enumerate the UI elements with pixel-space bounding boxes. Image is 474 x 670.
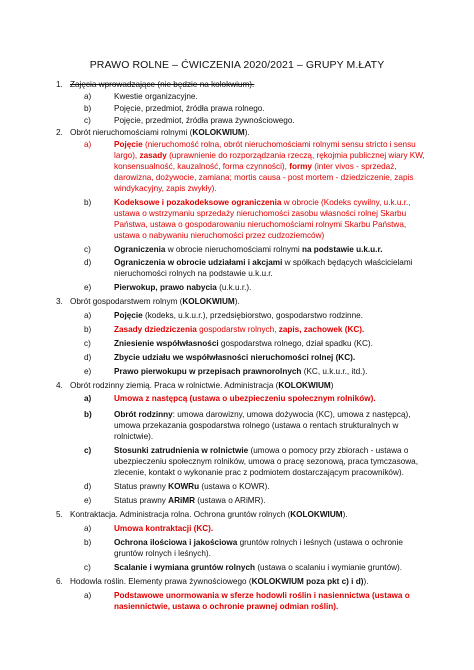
section-5 [56,510,450,520]
item-bold: Ograniczenia [114,245,166,254]
section-number: 4. [56,381,63,390]
item-rest: konsensualność, kauzalność, forma czynności), [114,162,290,171]
item-bold: Pojęcie [114,311,143,320]
item-bold: Scalanie i wymiana gruntów rolnych [114,563,256,572]
item-text: Umowa z następcą (ustawa o ubezpieczeniu społecznym rolników). [114,394,376,403]
item-text [114,367,446,377]
item-rest: largo), [114,151,140,160]
item-text [114,339,446,349]
item-letter: a) [84,591,92,600]
item-rest: (nieruchomość rolna, obrót nieruchomościami rolnymi sensu stricto i sensu [142,140,416,149]
item-letter: b) [84,104,92,113]
item-rest: Status prawny [114,496,169,505]
item-text [114,258,446,268]
item-rest: (ustawa o KOWR). [199,482,270,491]
item-rest: gospodarstwa rolnego, dział spadku (KC). [218,339,373,348]
item-bold: Stosunki zatrudnienia w rolnictwie [114,446,249,455]
item-text [114,446,446,456]
item-bold: formy [289,162,312,171]
item-text: gruntów rolnych i leśnych). [114,549,211,558]
item-text [114,538,446,548]
item-bold: Prawo pierwokupu w przepisach prawnorolnych [114,367,302,376]
section-heading-end: ). [363,577,369,586]
item-text: Pojęcie, przedmiot, źródła prawa rolnego. [114,104,265,113]
item-bold: Ochrona ilościowa i jakościowa [114,538,238,547]
item-text: zlecenie, kontakt o wykonanie prac z podmiotem dostarczającym pracowników). [114,468,404,477]
document-title: PRAWO ROLNE – ĆWICZENIA 2020/2021 – GRUPY M.ŁATY [89,59,385,71]
item-rest: (inter vivos - sprzedaż, [311,162,397,171]
item-letter: c) [84,245,91,254]
item-bold: na podstawie u.k.u.r. [301,245,383,254]
item-text: rolnictwie). [114,432,154,441]
item-bold: Kodeksowe i pozakodeksowe ograniczenia [114,198,282,207]
section-heading-end: ). [234,297,240,306]
item-rest: (u.k.u.r.). [216,283,252,292]
item-text [114,245,446,255]
item-letter: e) [84,496,92,505]
item-letter: a) [84,140,92,149]
section-heading-end: ). [244,128,250,137]
item-bold: Pojęcie [114,140,143,149]
item-rest: (uprawnienie do rozporządzania rzeczą, rękojmia publicznej wiary KW, [166,151,425,160]
section-6 [56,577,450,587]
item-letter: b) [84,538,92,547]
item-letter: d) [84,258,92,267]
item-bold: Zbycie udziału we współwłasności nieruchomości rolnej (KC). [114,353,356,362]
section-number: 3. [56,297,63,306]
item-text: windykacyjny, zapis zwykły). [114,184,217,193]
item-letter: a) [84,394,92,403]
item-text: ustawa o nabywaniu nieruchomości przez cudzoziemców) [114,231,325,240]
item-text: Kwestie organizacyjne. [114,92,198,101]
item-letter: c) [84,446,92,455]
item-text: darowizna, dożywocie, zamiana; mortis causa - post mortem - dziedziczenie, zapis [114,173,414,182]
item-letter: c) [84,339,91,348]
section-heading: Zajęcia wprowadzające (nie będzie na kolokwium). [70,80,255,89]
item-text [114,496,446,506]
item-bold: Zniesienie współwłasności [114,339,219,348]
item-letter: b) [84,198,92,207]
item-text: nasiennictwie, ustawa o ochronie prawnej odmian roślin). [114,602,339,611]
item-bold: Obrót rodzinny [114,410,173,419]
section-heading-bold: KOLOKWIUM poza pkt c) i d) [251,577,364,586]
section-1 [56,80,450,90]
section-heading-bold: KOLOKWIUM [182,297,235,306]
item-text: Umowa kontraktacji (KC). [114,524,214,533]
item-bold: Ograniczenia w obrocie udziałami i akcjami [114,258,283,267]
section-4 [56,381,450,391]
item-letter: a) [84,524,92,533]
section-2 [56,128,450,138]
section-number: 6. [56,577,63,586]
section-heading: Obrót rodzinny ziemią. Praca w rolnictwie. Administracja ( [70,381,279,390]
section-number: 5. [56,510,63,519]
item-letter: a) [84,92,92,101]
item-text [114,410,446,420]
item-text [114,311,446,321]
item-letter: e) [84,367,92,376]
item-text: Pojęcie, przedmiot, źródła prawa żywnościowego. [114,116,295,125]
item-text: ubezpieczeniu społecznym rolników, umowa o pracę sezonową, praca tymczasowa, [114,457,418,466]
item-letter: d) [84,482,92,491]
section-heading-bold: KOLOKWIUM [278,381,331,390]
item-bold: ARiMR [168,496,195,505]
item-text [114,325,446,335]
section-heading: Kontraktacja. Administracja rolna. Ochrona gruntów rolnych ( [70,510,291,519]
item-rest: Status prawny [114,482,169,491]
item-letter: e) [84,283,92,292]
item-text: umowa przekazania gospodarstwa rolnego (ustawa o rentach strukturalnych w [114,421,399,430]
item-text: Państwa, ustawa o gospodarowaniu nieruchomościami rolnymi Skarbu Państwa, [114,220,407,229]
section-heading-bold: KOLOKWIUM [290,510,343,519]
item-rest: gruntów rolnych i leśnych (ustawa o ochronie [237,538,403,547]
item-text [114,353,446,363]
item-text [114,482,446,492]
item-bold: Pierwokup, prawo nabycia [114,283,217,292]
item-rest: (umowa o pomocy przy zbiorach - ustawa o [248,446,409,455]
section-heading: Obrót nieruchomościami rolnymi ( [70,128,193,137]
item-text [114,198,446,208]
item-letter: c) [84,116,91,125]
item-bold: Zasady dziedziczenia [114,325,197,334]
section-number: 2. [56,128,63,137]
item-rest: (kodeks, u.k.u.r.), przedsiębiorstwo, gospodarstwo rodzinne. [142,311,363,320]
item-rest: (ustawa o ARiMR). [195,496,266,505]
item-letter: c) [84,563,91,572]
item-bold: zapis, zachowek (KC). [278,325,365,334]
item-text: Podstawowe unormowania w sferze hodowli roślin i nasiennictwa (ustawa o [114,591,410,600]
item-text [114,162,446,172]
item-letter: b) [84,410,92,419]
item-text: nieruchomości rolnych na podstawie u.k.u.r. [114,269,273,278]
section-heading-end: ) [330,381,334,390]
item-text [114,140,446,150]
item-rest: w spółkach będących właścicielami [282,258,413,267]
section-number: 1. [56,80,63,89]
section-heading: Hodowla roślin. Elementy prawa żywnościowego ( [70,577,252,586]
item-rest: w obrocie (Kodeks cywilny, u.k.u.r., [281,198,411,207]
item-rest: gospodarstw rolnych, [196,325,279,334]
item-bold: KOWRu [168,482,200,491]
item-text [114,151,446,161]
section-heading-end: ). [342,510,348,519]
item-letter: b) [84,325,92,334]
section-3 [56,297,450,307]
item-rest: (KC, u.k.u.r., itd.). [301,367,368,376]
item-rest: w obrocie nieruchomościami rolnymi [165,245,302,254]
section-heading-bold: KOLOKWIUM [192,128,245,137]
item-bold: zasady [139,151,167,160]
item-letter: a) [84,311,92,320]
item-text: ustawa o wstrzymaniu sprzedaży nieruchomości zasobu własności rolnej Skarbu [114,209,407,218]
item-rest: (ustawa o scalaniu i wymianie gruntów). [255,563,403,572]
item-text [114,563,446,573]
section-heading: Obrót gospodarstwem rolnym ( [70,297,183,306]
item-letter: d) [84,353,92,362]
item-text [114,283,446,293]
item-rest: : umowa darowizny, umowa dożywocia (KC), umowa z następcą), [172,410,411,419]
